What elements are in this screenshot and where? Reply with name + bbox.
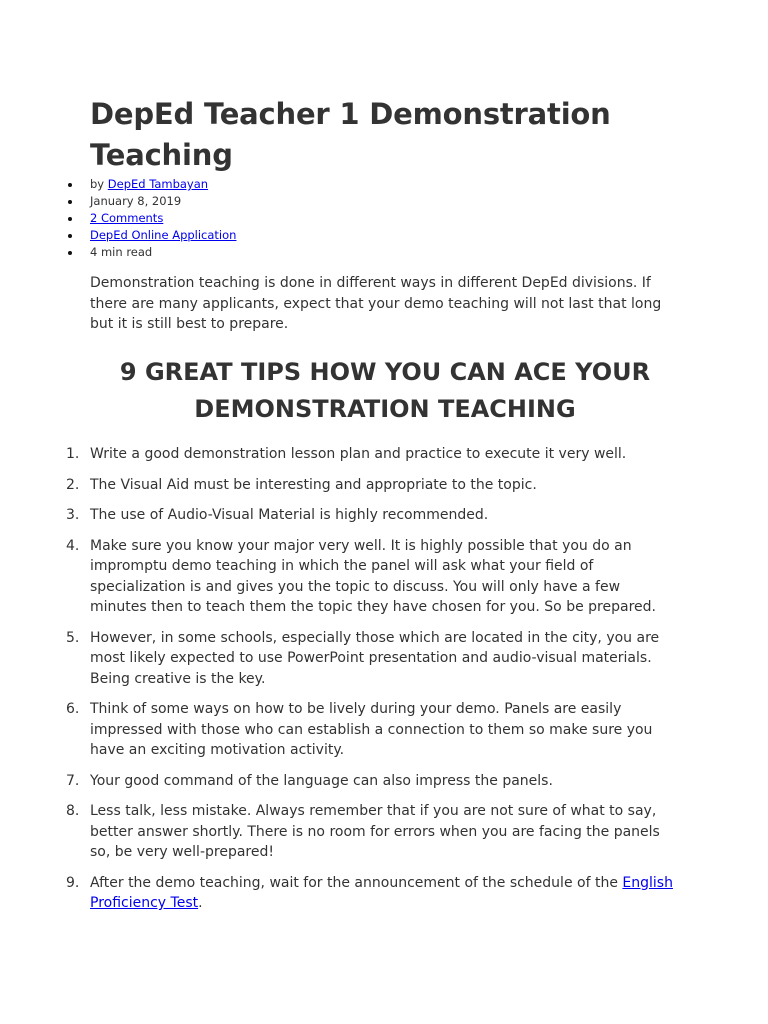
list-item-number: 2. — [66, 476, 80, 493]
list-item-text: Think of some ways on how to be lively during your demo. Panels are easily impressed with those who can establish a connection to them so make sure you have an exciting motivation activity. — [90, 701, 653, 758]
list-item — [66, 873, 680, 914]
list-item-number: 1. — [66, 446, 80, 462]
list-item-number: 5. — [66, 629, 80, 646]
list-item-text: The use of Audio-Visual Material is highly recommended. — [90, 507, 489, 523]
list-item-text: Write a good demonstration lesson plan and practice to execute it very well. — [90, 446, 627, 462]
article-title: DepEd Teacher 1 Demonstration Teaching — [90, 97, 611, 172]
list-item-text: Your good command of the language can also impress the panels. — [90, 772, 553, 789]
list-item-number: 7. — [66, 772, 80, 789]
list-item-text: However, in some schools, especially those which are located in the city, you are most likely expected to use PowerPoint presentation and audio-visual materials. Being creative is the key. — [90, 629, 660, 687]
meta-author — [90, 176, 236, 193]
meta-by-prefix: by — [90, 177, 108, 191]
list-item — [66, 536, 680, 618]
comments-link[interactable]: 2 Comments — [90, 211, 164, 225]
list-item-text-end: . — [198, 895, 203, 911]
list-item — [66, 475, 680, 496]
list-item-text: Less talk, less mistake. Always remember that if you are not sure of what to say, better answer shortly. There is no room for errors when you are facing the panels so, be very well-prepared! — [90, 803, 660, 860]
list-item-number: 9. — [66, 874, 80, 891]
list-item — [66, 801, 680, 863]
category-link[interactable]: DepEd Online Application — [90, 228, 237, 242]
list-item-number: 4. — [66, 537, 80, 554]
list-item — [66, 505, 680, 526]
list-item-number: 8. — [66, 803, 80, 819]
list-item-text: After the demo teaching, wait for the announcement of the schedule of the — [90, 874, 623, 891]
meta-category — [90, 227, 236, 244]
meta-read-time: 4 min read — [90, 244, 236, 261]
list-item-number: 6. — [66, 701, 80, 717]
meta-date: January 8, 2019 — [90, 193, 236, 210]
author-link[interactable]: DepEd Tambayan — [107, 177, 209, 191]
tips-list — [66, 444, 680, 924]
list-item — [66, 628, 680, 690]
english-proficiency-test-link[interactable]: English Proficiency Test — [90, 874, 673, 911]
article-meta — [90, 176, 236, 261]
list-item — [66, 771, 680, 792]
list-item-number: 3. — [66, 507, 80, 523]
section-heading: 9 GREAT TIPS HOW YOU CAN ACE YOUR DEMONSTRATION TEACHING — [119, 358, 651, 423]
article-intro: Demonstration teaching is done in different ways in different DepEd divisions. If there are many applicants, expect that your demo teaching will not last that long but it is still best to prepare. — [90, 275, 662, 332]
list-item-text: The Visual Aid must be interesting and appropriate to the topic. — [90, 476, 537, 493]
list-item-text: Make sure you know your major very well. It is highly possible that you do an impromptu demo teaching in which the panel will ask what your field of specialization is and gives you the topic to discuss. You will only have a few minutes then to teach them the topic they have chosen for you. So be prepared. — [90, 537, 656, 615]
list-item — [66, 699, 680, 761]
meta-comments — [90, 210, 236, 227]
list-item — [66, 444, 680, 465]
